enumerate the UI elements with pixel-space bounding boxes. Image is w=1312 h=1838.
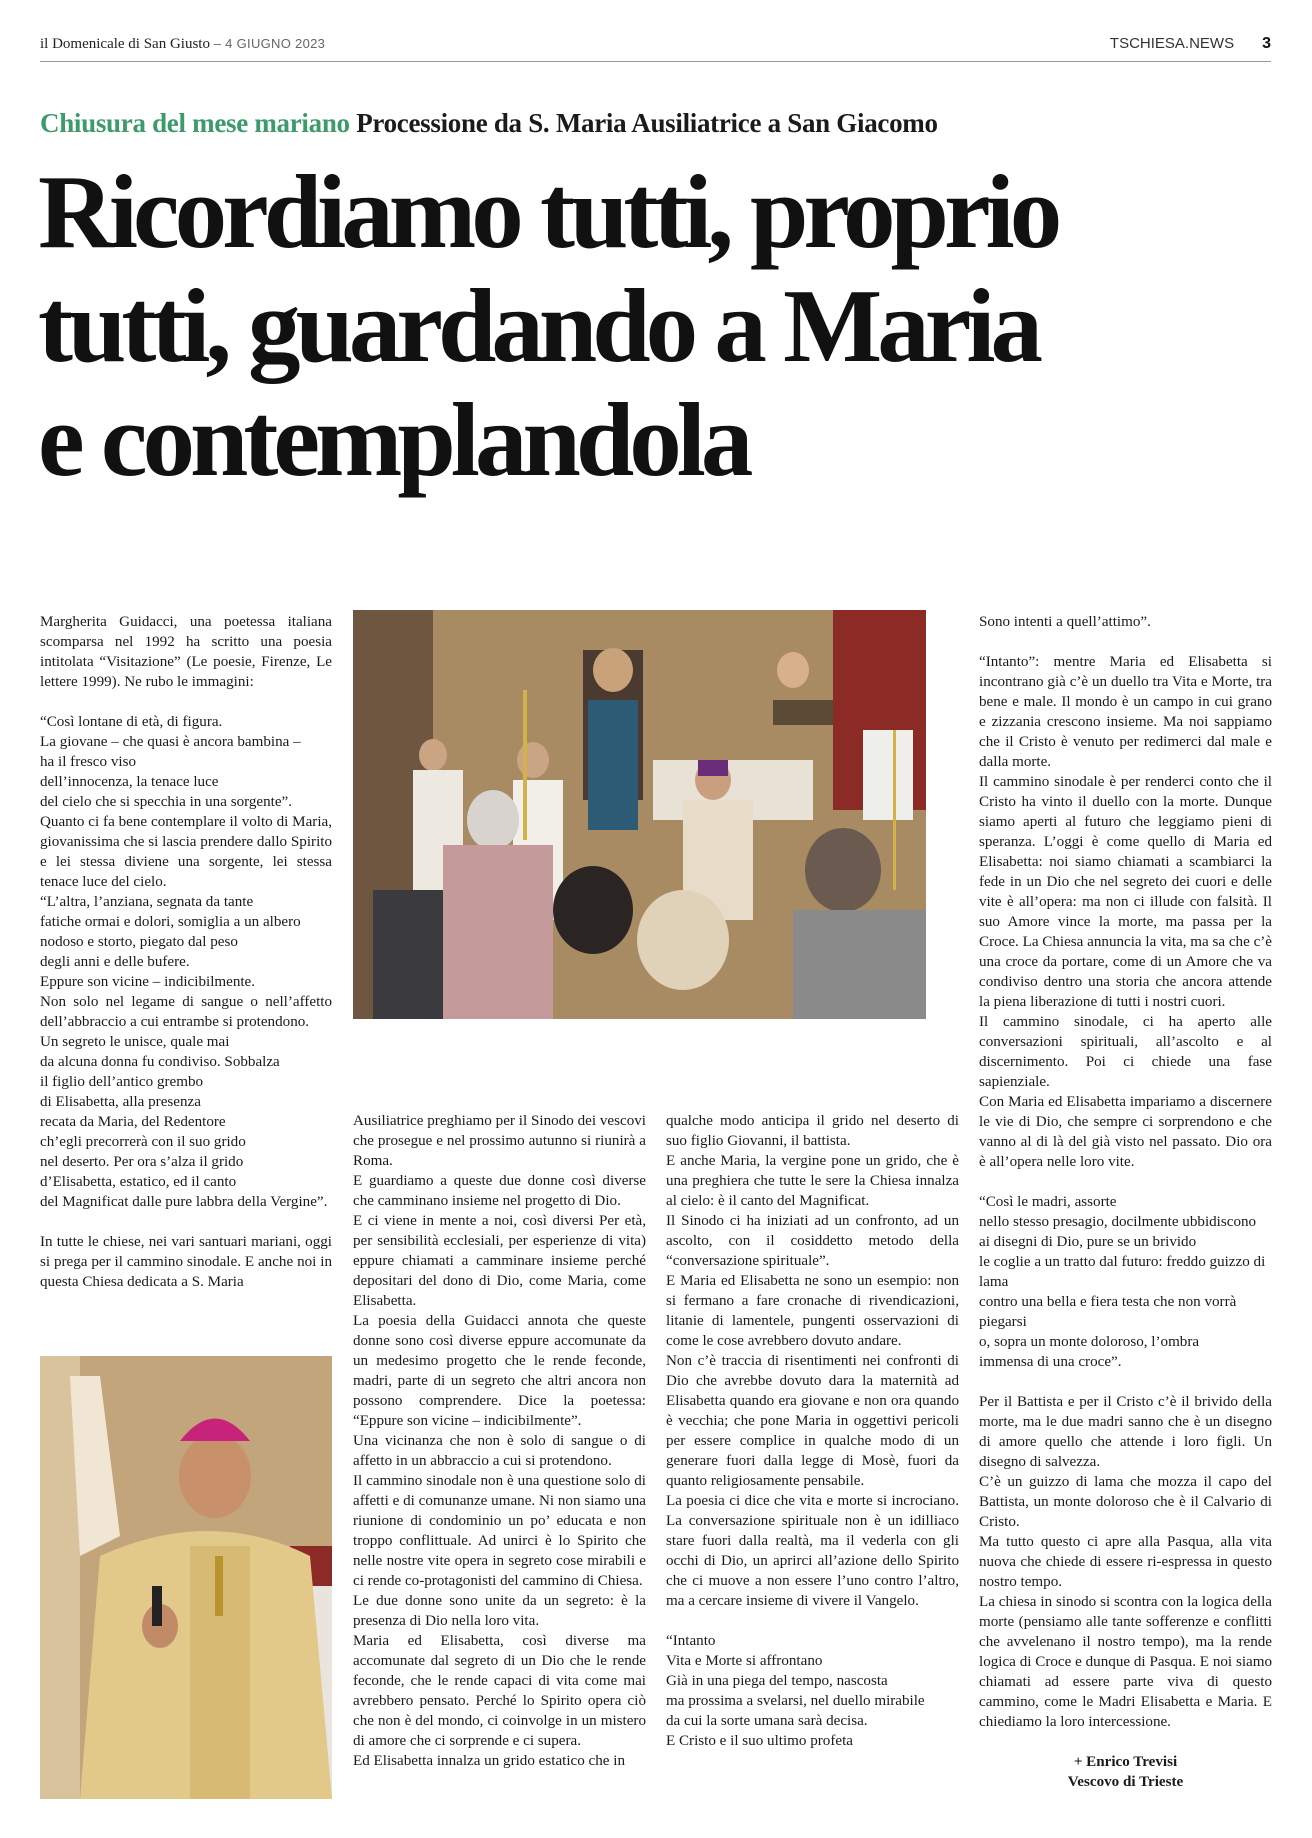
site-header xyxy=(1110,35,1271,53)
paragraph: qualche modo anticipa il grido nel deserto di suo figlio Giovanni, il battista. xyxy=(666,1113,959,1149)
bishop-photo xyxy=(40,1356,332,1799)
article-headline xyxy=(38,155,1288,497)
poem-excerpt: “L’altra, l’anziana, segnata da tante fatiche ormai e dolori, somiglia a un albero nodoso e storto, piegato dal peso degli anni e delle bufere. Eppure son vicine – indicibilmente. xyxy=(40,894,301,990)
paragraph: C’è un guizzo di lama che mozza il capo del Battista, un monte doloroso che è il Calvario di Cristo. xyxy=(979,1474,1272,1530)
paragraph: Il cammino sinodale non è una questione solo di affetti e di comunanze umane. Ni non siamo una riunione di condominio un po’ educata e non troppo conflittuale. Ad unirci è lo Spirito che nelle nostre vite opera in segreto cose mirabili e ci rende co-protagonisti del cammino di Chiesa. xyxy=(353,1473,646,1589)
paragraph: E Maria ed Elisabetta ne sono un esempio: non si fermano a fare cronache di rivendicazioni, litanie di lamentele, pungenti osservazioni di come le cose avrebbero dovuto andare. xyxy=(666,1273,959,1349)
paragraph: Una vicinanza che non è solo di sangue o di affetto in un abbraccio a cui si protendono. xyxy=(353,1433,646,1469)
issue-date: – 4 GIUGNO 2023 xyxy=(213,36,326,51)
page-number: 3 xyxy=(1262,35,1271,52)
author-role: Vescovo di Trieste xyxy=(1067,1774,1184,1790)
paragraph: La poesia della Guidacci annota che queste donne sono così diverse eppure accomunate da un medesimo progetto che le rende feconde, madri, parte di un segreto che altri ancora non possono comprendere. Dice la poetessa: “Eppure son vicine – indicibilmente”. xyxy=(353,1313,646,1429)
paragraph: E ci viene in mente a noi, così diversi Per età, per sensibilità ecclesiali, per esperienze di vita) eppure chiamati a camminare insieme perché depositari del dono di Dio, come Maria, come Elisabetta. xyxy=(353,1213,646,1309)
article-column-2 xyxy=(353,1111,646,1771)
paragraph: Non c’è traccia di risentimenti nei confronti di Dio che avrebbe dovuto dara la maternità ad Elisabetta quando era giovane e non ora quando è vecchia; che pone Maria in oggettivi pericoli per essere complice in qualche modo di un generare fuori dalla legge di Mosè, fuori da quanto religiosamente pensabile. xyxy=(666,1353,959,1489)
paragraph: La poesia ci dice che vita e morte si incrociano. La conversazione spirituale non è un idilliaco stare fuori dalla realtà, ma il vederla con gli occhi di Dio, un aprirci all’azione dello Spirito che ci muove a non essere l’uno contro l’altro, ma a cercare insieme di vivere il Vangelo. xyxy=(666,1493,959,1609)
author-name: + Enrico Trevisi xyxy=(1073,1754,1178,1770)
article-column-3 xyxy=(666,1111,959,1751)
paragraph: Il Sinodo ci ha iniziati ad un confronto, ad un ascolto, con il cosiddetto metodo della “conversazione spirituale”. xyxy=(666,1213,959,1269)
headline-line: e contemplandola xyxy=(38,381,749,498)
poem-excerpt: Un segreto le unisce, quale mai da alcuna donna fu condiviso. Sobbalza il figlio dell’antico grembo di Elisabetta, alla presenza recata da Maria, del Redentore ch’egli precorrerà con il suo grido nel deserto. Per ora s’alza il grido d’Elisabetta, estatico, ed il canto xyxy=(40,1034,280,1190)
paragraph: E guardiamo a queste due donne così diverse che camminano insieme nel progetto di Dio. xyxy=(353,1173,646,1209)
article-column-4 xyxy=(979,612,1272,1792)
paragraph: Con Maria ed Elisabetta impariamo a discernere le vie di Dio, che sempre ci sorprendono e che vanno al di là del già visto nel passato. Dio ora è all’opera nelle loro vite. xyxy=(979,1094,1272,1170)
paragraph: Sono intenti a quell’attimo”. xyxy=(979,614,1151,630)
site-link[interactable]: TSCHIESA.NEWS xyxy=(1109,35,1235,52)
paragraph: E anche Maria, la vergine pone un grido, che è una preghiera che tutte le sere la Chiesa innalza al cielo: è il canto del Magnificat. xyxy=(666,1153,959,1209)
poem-excerpt: “Intanto Vita e Morte si affrontano Già in una piega del tempo, nascosta ma prossima a svelarsi, nel duello mirabile da cui la sorte umana sarà decisa. E Cristo e il suo ultimo profeta xyxy=(666,1633,925,1749)
paragraph: Non solo nel legame di sangue o nell’affetto dell’abbraccio a cui entrambe si protendono. xyxy=(40,994,332,1030)
paragraph: Margherita Guidacci, una poetessa italiana scomparsa nel 1992 ha scritto una poesia intitolata “Visitazione” (Le poesie, Firenze, Le lettere 1999). Ne rubo le immagini: xyxy=(40,614,332,690)
paragraph: del Magnificat dalle pure labbra della Vergine”. xyxy=(40,1194,328,1210)
kicker-section: Chiusura del mese mariano xyxy=(40,108,350,138)
paragraph: Ma tutto questo ci apre alla Pasqua, alla vita nuova che chiede di essere ri-espressa in questo nostro tempo. xyxy=(979,1534,1272,1590)
paragraph: Maria ed Elisabetta, così diverse ma accomunate dal segreto di un Dio che le rende feconde, che le rende capaci di vita come mai avrebbero pensato. Perché lo Spirito opera ciò che non è del mondo, ci coinvolge in un mistero di amore che ci sorprende e ci supera. xyxy=(353,1633,646,1749)
author-signature xyxy=(979,1752,1272,1792)
publication-name: il Domenicale di San Giusto xyxy=(40,36,210,52)
article-column-1 xyxy=(40,612,332,1292)
paragraph: Per il Battista e per il Cristo c’è il brivido della morte, ma le due madri sanno che è un disegno di amore quello che attende i loro figli. Un disegno di salvezza. xyxy=(979,1394,1272,1470)
paragraph: Il cammino sinodale è per renderci conto che il Cristo ha vinto il duello con la morte. Dunque siamo aperti al futuro che leggiamo pieni di speranza. L’oggi è come quello di Maria ed Elisabetta: noi siamo chiamati a scambiarci la fede in un Dio che nel segreto dei cuori e delle vite è all’opera: ma non ci illude con falsità. Il suo Amore vince la morte, ma passa per la Croce. La Chiesa annuncia la vita, ma sa che c’è una croce da portare, come di un Amore che va condiviso dentro una storia che ancora attende la piena liberazione di tutti i nostri cuori. xyxy=(979,774,1272,1010)
paragraph: Ed Elisabetta innalza un grido estatico che in xyxy=(353,1753,626,1769)
header-divider xyxy=(40,61,1271,62)
paragraph: La chiesa in sinodo si scontra con la logica della morte (pensiamo alle tante sofferenze e conflitti che avvelenano il nostro tempo), ma la rende logica di Croce e dunque di Pasqua. E noi siamo chiamati ad essere parte viva di questo cammino, come le Madri Elisabetta e Maria. E chiediamo la loro intercessione. xyxy=(979,1594,1272,1730)
publication-header xyxy=(40,36,325,53)
paragraph: “Intanto”: mentre Maria ed Elisabetta si incontrano già c’è un duello tra Vita e Morte, tra bene e male. Il mondo è un campo in cui grano e zizzania crescono insieme. Ma noi sappiamo che il Cristo è venuto per redimerci dal male e dalla morte. xyxy=(979,654,1272,770)
article-kicker xyxy=(40,108,938,139)
poem-excerpt: “Così le madri, assorte nello stesso presagio, docilmente ubbidiscono ai disegni di Dio, pure se un brivido le coglie a un tratto dal futuro: freddo guizzo di lama contro una bella e fiera testa che non vorrà piegarsi o, sopra un monte doloroso, l’ombra immensa di una croce”. xyxy=(979,1194,1266,1370)
paragraph: Ausiliatrice preghiamo per il Sinodo dei vescovi che prosegue e nel prossimo autunno si riunirà a Roma. xyxy=(353,1113,646,1169)
headline-line: Ricordiamo tutti, proprio xyxy=(38,153,1058,270)
procession-photo xyxy=(353,610,926,1019)
headline-line: tutti, guardando a Maria xyxy=(38,267,1039,384)
kicker-title: Processione da S. Maria Ausiliatrice a San Giacomo xyxy=(356,108,938,138)
paragraph: Le due donne sono unite da un segreto: è la presenza di Dio nella loro vita. xyxy=(353,1593,646,1629)
paragraph: Quanto ci fa bene contemplare il volto di Maria, giovanissima che si lascia prendere dallo Spirito e lei stessa diviene una sorgente, lei stessa tenace luce del cielo. xyxy=(40,814,332,890)
paragraph: In tutte le chiese, nei vari santuari mariani, oggi si prega per il cammino sinodale. E anche noi in questa Chiesa dedicata a S. Maria xyxy=(40,1234,332,1290)
paragraph: Il cammino sinodale, ci ha aperto alle conversazioni spirituali, all’ascolto e al discernimento. Poi ci chiede una fase sapienziale. xyxy=(979,1014,1272,1090)
poem-excerpt: “Così lontane di età, di figura. La giovane – che quasi è ancora bambina – ha il fresco viso dell’innocenza, la tenace luce del cielo che si specchia in una sorgente”. xyxy=(40,714,301,810)
